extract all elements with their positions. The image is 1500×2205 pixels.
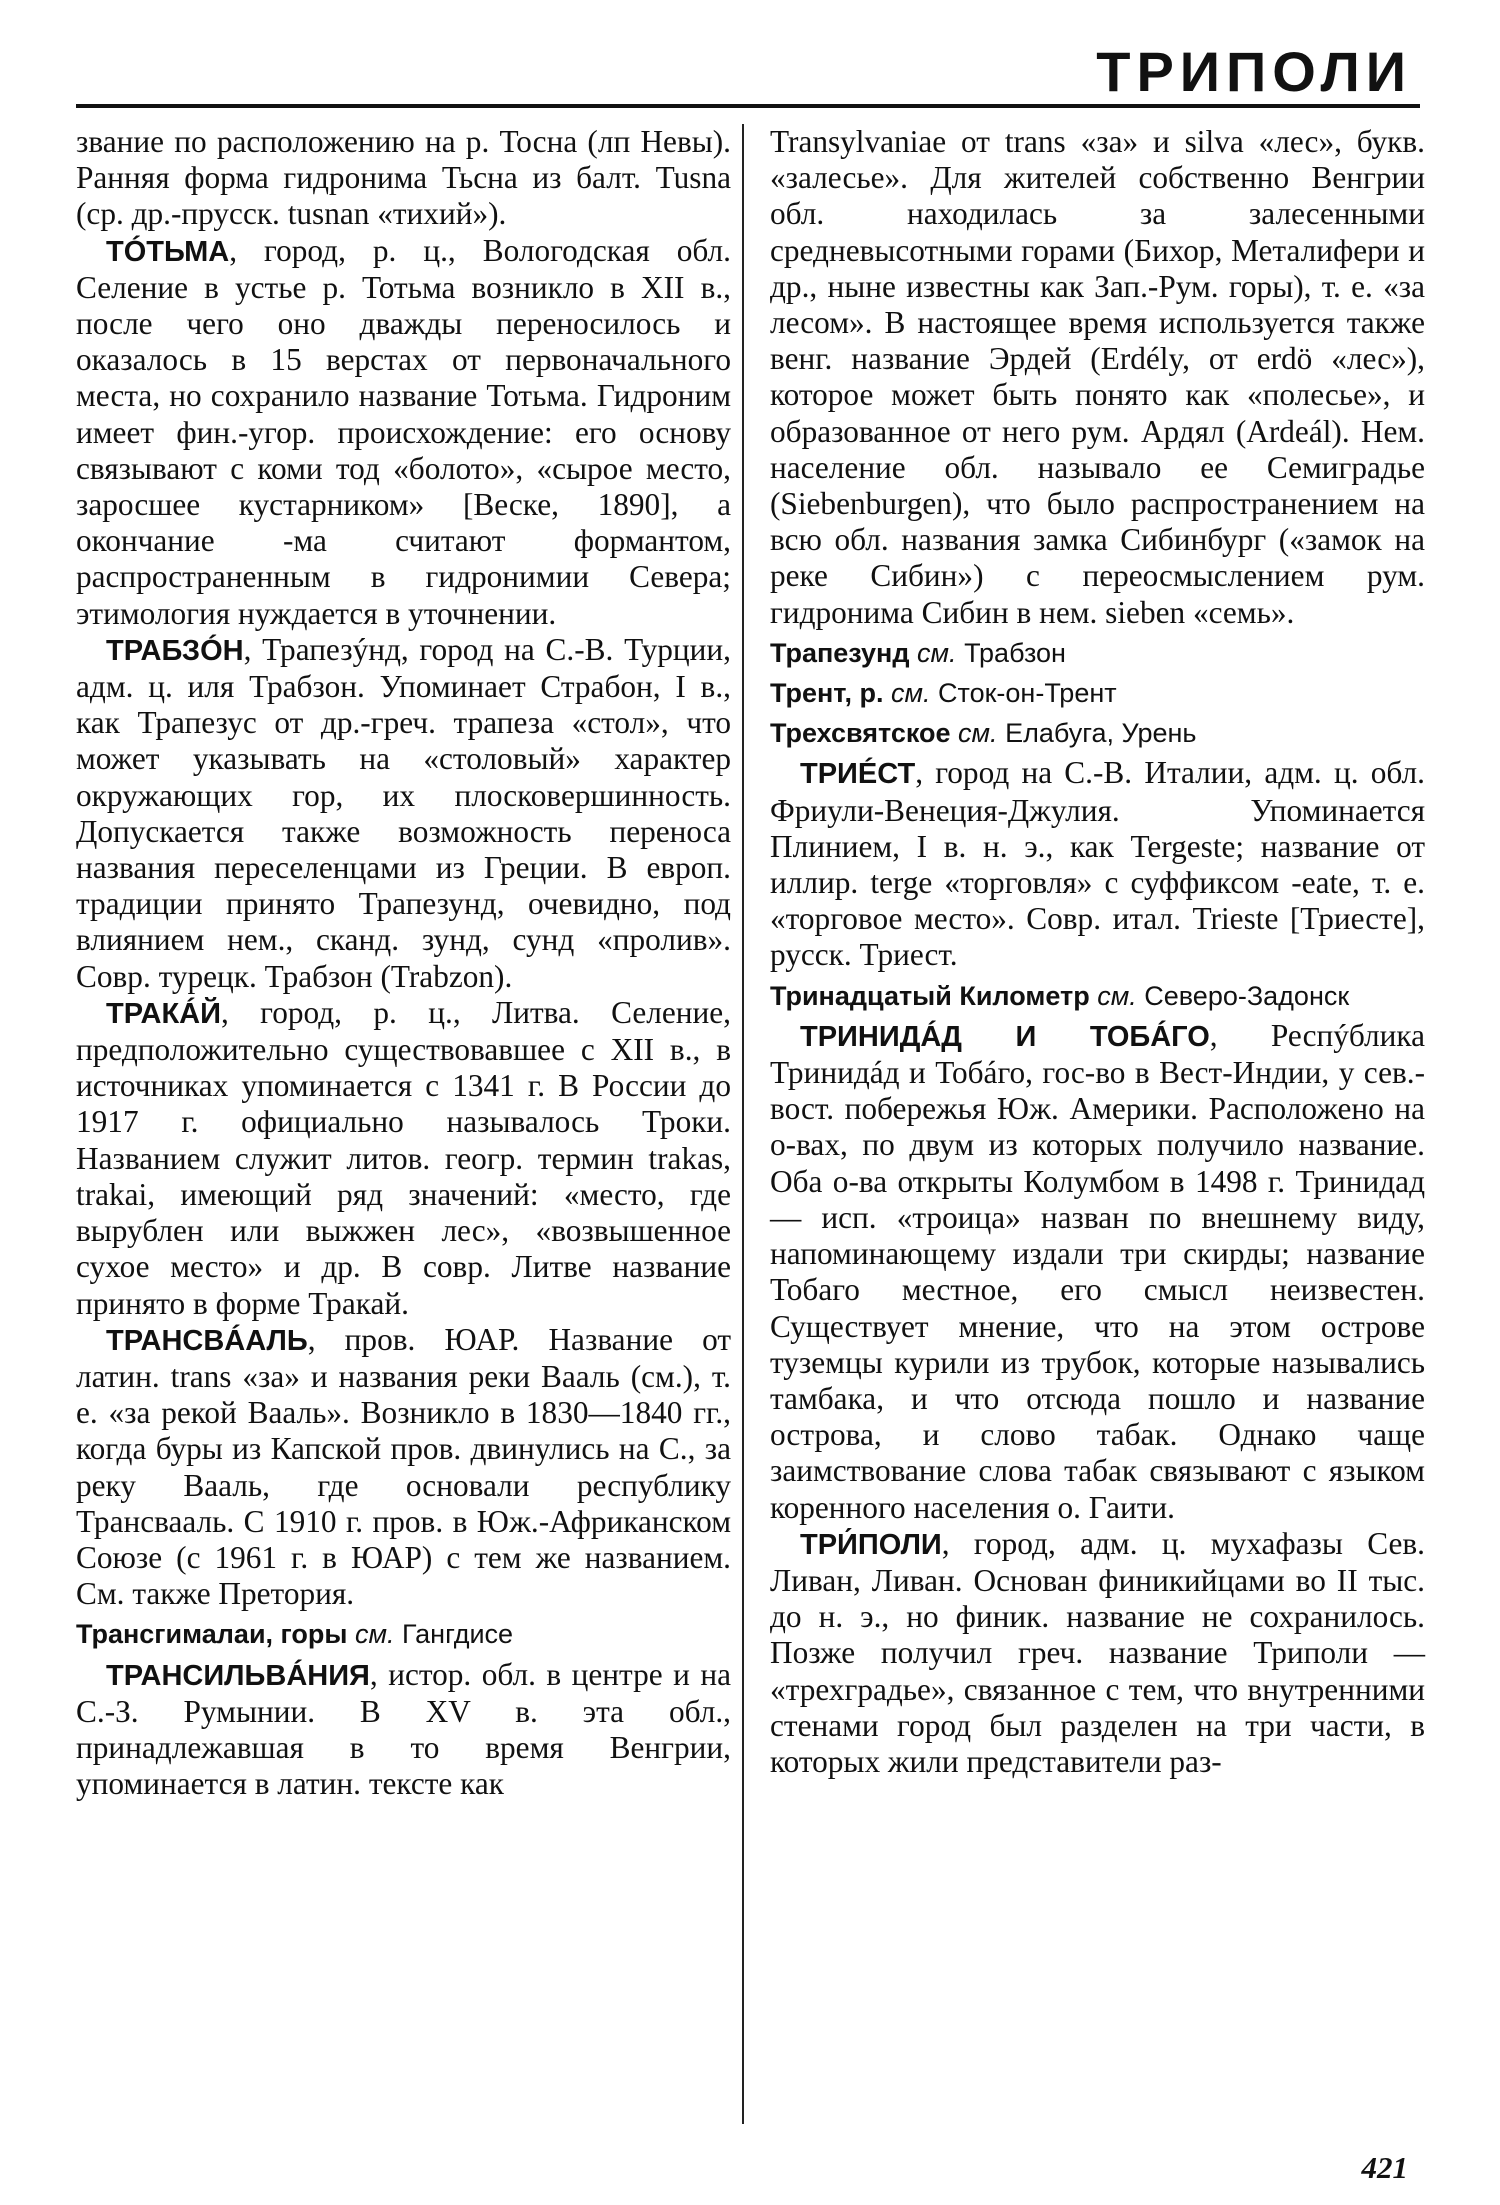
page-number: 421 — [1361, 2150, 1408, 2185]
dictionary-entry — [76, 1322, 731, 1613]
entry-text: , истор. обл. в центре и на С.-З. Румынии. В XV в. эта обл., принадлежавшая в то время Венгрии, упоминается в латин. тексте как — [76, 1656, 731, 1802]
dictionary-entry — [770, 755, 1425, 973]
entry-text: , Респýблика Тринидáд и Тобáго, гос-во в Вест-Индии, у сев.-вост. побережья Юж. Америки. Расположено на о-вах, по двум из которых получило название. Оба о-ва открыты Колумбом в 1498 г. Тринидад — исп. «троица» назван по внешнему виду, напоминающему издали три скирды; название Тобаго местное, его смысл неизвестен. Существует мнение, что на этом острове туземцы курили из трубок, которые назывались тамбака, и что отсюда пошло и название острова, и слово табак. Однако чаще заимствование слова табак связывают с языком коренного населения о. Гаити. — [770, 1017, 1425, 1525]
entry-headword: ТРАБЗÓН — [106, 634, 244, 667]
entry-headword: ТРИ́ПОЛИ — [800, 1528, 942, 1561]
column-divider — [742, 124, 744, 2124]
dictionary-entry — [76, 995, 731, 1322]
cross-reference — [770, 675, 1425, 711]
entry-continuation — [770, 124, 1425, 631]
entry-text: звание по расположению на р. Тосна (лп Невы). Ранняя форма гидронима Тьсна из балт. Tusna (ср. др.-прусск. tusnan «тихий»). — [76, 124, 731, 232]
ref-marker: см. — [891, 678, 931, 709]
dictionary-entry — [770, 1526, 1425, 1780]
dictionary-entry — [76, 632, 731, 995]
ref-marker: см. — [917, 637, 957, 668]
ref-headword: Трапезунд — [770, 637, 910, 668]
left-column — [76, 124, 731, 1802]
entry-text: , пров. ЮАР. Название от латин. trans «за» и названия реки Вааль (см.), т. е. «за рекой Вааль». Возникло в 1830—1840 гг., когда буры из Капской пров. двинулись на С., за реку Вааль, где основали республику Трансвааль. С 1910 г. пров. в Юж.-Африканском Союзе (с 1961 г. в ЮАР) с тем же названием. См. также Претория. — [76, 1321, 731, 1612]
ref-headword: Трансгималаи, горы — [76, 1619, 348, 1650]
entry-headword: ТРАНСИЛЬВÁНИЯ — [106, 1659, 370, 1692]
entry-headword: ТРАНСВÁАЛЬ — [106, 1324, 308, 1357]
dictionary-entry — [770, 1018, 1425, 1526]
header-rule — [76, 104, 1420, 108]
cross-reference — [76, 1616, 731, 1652]
entry-text: , город, р. ц., Вологодская обл. Селение в устье р. Тотьма возникло в XII в., после чего оно дважды переносилось и оказалось в 15 верстах от первоначального места, но сохранило название Тотьма. Гидроним имеет фин.-угор. происхождение: его основу связывают с коми тод «болото», «сырое место, заросшее кустарником» [Веске, 1890], а окончание -ма считают формантом, распространенным в гидронимии Севера; этимология нуждается в уточнении. — [76, 232, 731, 631]
ref-target: Северо-Задонск — [1144, 980, 1350, 1011]
running-head: ТРИПОЛИ — [1096, 40, 1412, 103]
entry-headword: ТРАКÁЙ — [106, 997, 221, 1030]
ref-target: Елабуга, Урень — [1005, 718, 1197, 749]
entry-continuation — [76, 124, 731, 233]
dictionary-entry — [76, 233, 731, 632]
entry-text: , Трапезýнд, город на С.-В. Турции, адм. ц. иля Трабзон. Упоминает Страбон, I в., как Трапезус от др.-греч. трапеза «стол», что может указывать на «столовый» характер окружающих гор, их плосковершинность. Допускается также возможность переноса названия переселенцами из Греции. В европ. традиции принято Трапезунд, очевидно, под влиянием нем., сканд. зунд, сунд «пролив». Совр. турецк. Трабзон (Trabzon). — [76, 631, 731, 994]
ref-marker: см. — [355, 1619, 395, 1650]
ref-target: Гангдисе — [402, 1619, 514, 1650]
entry-headword: ТÓТЬМА — [106, 235, 230, 268]
ref-target: Сток-он-Трент — [938, 678, 1117, 709]
ref-marker: см. — [958, 718, 998, 749]
right-column — [770, 124, 1425, 1780]
entry-text: Transylvaniae от trans «за» и silva «лес», букв. «залесье». Для жителей собственно Венгрии обл. находилась за залесенными средневысотными горами (Бихор, Металифери и др., ныне известны как Зап.-Рум. горы), т. е. «за лесом». В настоящее время используется также венг. название Эрдей (Erdély, от erdö «лес»), которое может быть понято как «полесье», и образованное от него рум. Ардял (Ardeál). Нем. население обл. называло ее Семиградье (Siebenburgen), что было распространением на всю обл. названия замка Сибинбург («замок на реке Сибин») с переосмыслением рум. гидронима Сибин в нем. sieben «семь». — [770, 124, 1425, 630]
ref-marker: см. — [1097, 980, 1137, 1011]
cross-reference — [770, 635, 1425, 671]
ref-headword: Трехсвятское — [770, 718, 951, 749]
dictionary-entry — [76, 1657, 731, 1803]
cross-reference — [770, 715, 1425, 751]
cross-reference — [770, 978, 1425, 1014]
ref-target: Трабзон — [964, 637, 1066, 668]
entry-headword: ТРИНИДÁД И ТОБÁГО — [800, 1020, 1210, 1053]
entry-text: , город на С.-В. Италии, адм. ц. обл. Фриули-Венеция-Джулия. Упоминается Плинием, I в. н. э., как Tergeste; название от иллир. terge «торговля» с суффиксом -eate, т. е. «торговое место». Совр. итал. Trieste [Триесте], русск. Триест. — [770, 755, 1425, 973]
entry-headword: ТРИÉСТ — [800, 758, 916, 791]
entry-text: , город, р. ц., Литва. Селение, предположительно существовавшее с XII в., в источниках упоминается с 1341 г. В России до 1917 г. официально называлось Троки. Названием служит литов. геогр. термин trakas, trakai, имеющий ряд значений: «место, где вырублен или выжжен лес», «возвышенное сухое место» и др. В совр. Литве название принято в форме Тракай. — [76, 994, 731, 1321]
entry-text: , город, адм. ц. мухафазы Сев. Ливан, Ливан. Основан финикийцами во II тыс. до н. э., но финик. название не сохранилось. Позже получил греч. название Триполи — «трехградье», связанное с тем, что внутренними стенами город был разделен на три части, в которых жили представители раз- — [770, 1525, 1425, 1779]
ref-headword: Трент, р. — [770, 678, 884, 709]
ref-headword: Тринадцатый Километр — [770, 980, 1090, 1011]
